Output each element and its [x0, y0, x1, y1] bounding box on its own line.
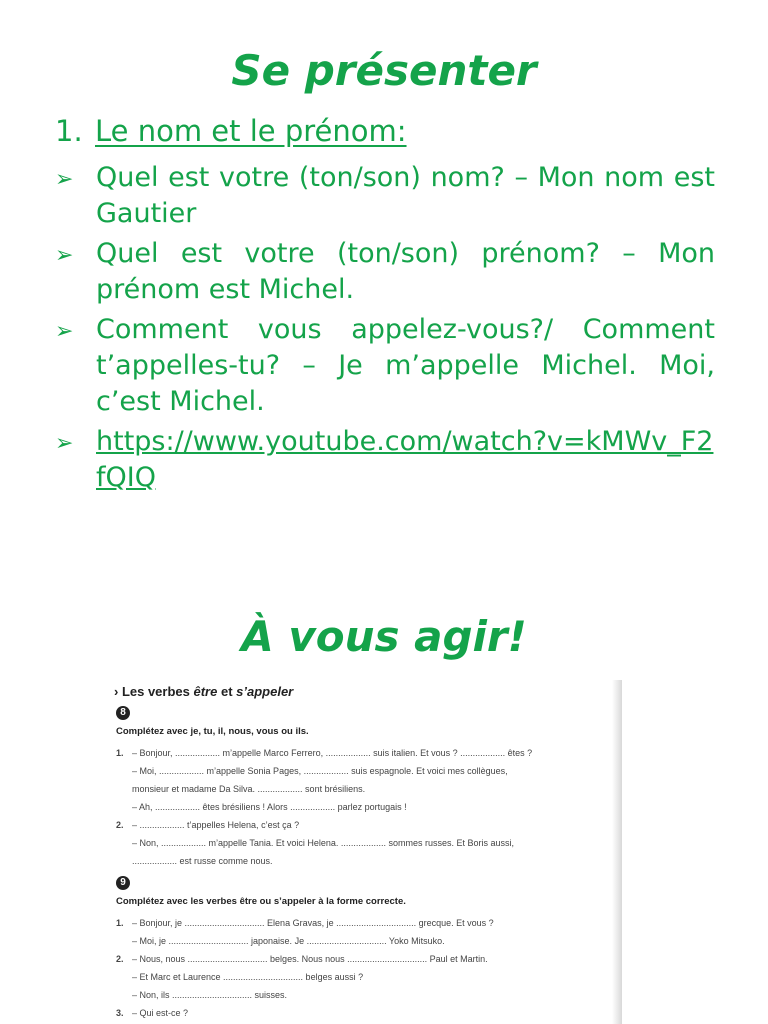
worksheet-image — [108, 680, 620, 1024]
exercise-instruction: Complétez avec je, tu, il, nous, vous ou ils. — [116, 726, 309, 737]
worksheet-line: 3. – Qui est-ce ? — [116, 1008, 189, 1018]
worksheet-line: 2. – Nous, nous ................................ belges. Nous nous ................................ Paul et Martin. — [116, 954, 488, 964]
worksheet-line: 1. – Bonjour, .................. m’appelle Marco Ferrero, .................. suis italien. Et vous ? .................. êtes ? — [116, 748, 533, 758]
worksheet-line: – Moi, je ................................ japonaise. Je ................................ Yoko Mitsuko. — [132, 936, 445, 946]
exercise-badge: 9 — [116, 876, 130, 890]
list-item: ➢ Quel est votre (ton/son) nom? – Mon nom est Gautier — [55, 162, 715, 229]
arrow-bullet-icon: ➢ — [55, 431, 74, 456]
youtube-link[interactable]: https://www.youtube.com/watch?v=kMWv_F2fQIQ — [96, 426, 714, 493]
list-item: ➢ Quel est votre (ton/son) prénom? – Mon prénom est Michel. — [55, 238, 715, 305]
list-item: ➢ Comment vous appelez-vous?/ Comment t’appelles-tu? – Je m’appelle Michel. Moi, c’est Michel. — [55, 314, 715, 417]
worksheet-line: monsieur et madame Da Silva. .................. sont brésiliens. — [132, 784, 366, 794]
section-number: 1. — [55, 114, 83, 148]
exercise-title: À vous agir! — [241, 612, 527, 661]
worksheet-line: – Ah, .................. êtes brésiliens ! Alors .................. parlez portugais ! — [132, 802, 407, 812]
arrow-bullet-icon: ➢ — [55, 167, 74, 192]
worksheet-line: 2. – .................. t’appelles Helena, c’est ça ? — [116, 820, 300, 830]
exercise-badge: 8 — [116, 706, 130, 720]
bullet-list — [55, 160, 715, 500]
section-heading-text: Le nom et le prénom: — [95, 114, 407, 148]
worksheet-line: – Et Marc et Laurence ................................ belges aussi ? — [132, 972, 364, 982]
section-heading — [55, 114, 407, 148]
worksheet-shadow — [612, 680, 622, 1024]
worksheet-line: .................. est russe comme nous. — [132, 856, 273, 866]
page-title: Se présenter — [231, 46, 537, 95]
list-item — [55, 424, 715, 496]
worksheet-line: – Non, ils ................................ suisses. — [132, 990, 288, 1000]
exercise-instruction: Complétez avec les verbes être ou s’appeler à la forme correcte. — [116, 896, 406, 907]
arrow-bullet-icon: ➢ — [55, 243, 74, 268]
worksheet-line: – Non, .................. m’appelle Tania. Et voici Helena. .................. sommes russes. Et Boris aussi, — [132, 838, 514, 848]
arrow-bullet-icon: ➢ — [55, 319, 74, 344]
worksheet-line: 1. – Bonjour, je ................................ Elena Gravas, je ................................ grecque. Et vous ? — [116, 918, 494, 928]
worksheet-line: – Moi, .................. m’appelle Sonia Pages, .................. suis espagnole. Et voici mes collègues, — [132, 766, 508, 776]
worksheet-heading: › Les verbes être et s’appeler — [114, 684, 294, 699]
